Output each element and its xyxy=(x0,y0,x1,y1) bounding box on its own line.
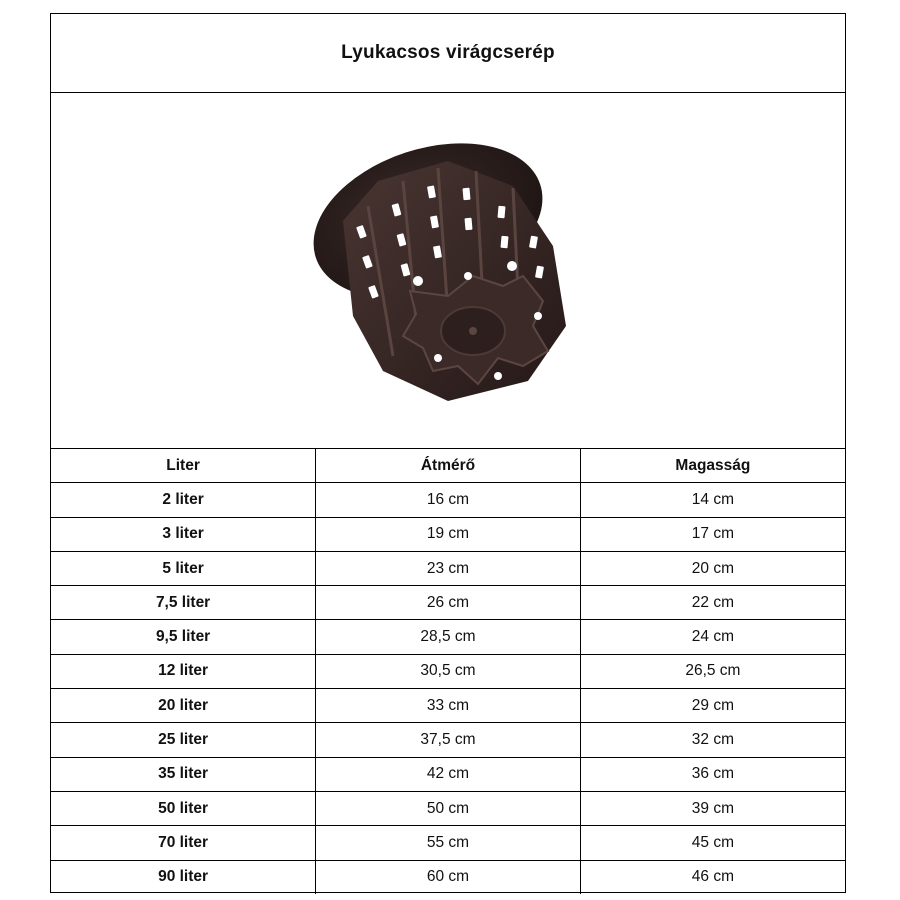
cell-height: 22 cm xyxy=(580,586,845,620)
cell-diameter: 28,5 cm xyxy=(316,620,581,654)
cell-liter: 20 liter xyxy=(51,689,316,723)
cell-liter: 35 liter xyxy=(51,757,316,791)
cell-liter: 5 liter xyxy=(51,551,316,585)
cell-diameter: 37,5 cm xyxy=(316,723,581,757)
cell-height: 46 cm xyxy=(580,860,845,894)
cell-height: 24 cm xyxy=(580,620,845,654)
cell-diameter: 16 cm xyxy=(316,483,581,517)
table-row xyxy=(51,723,845,757)
size-table xyxy=(51,449,845,894)
cell-diameter: 42 cm xyxy=(316,757,581,791)
product-image-cell xyxy=(51,93,845,449)
cell-liter: 7,5 liter xyxy=(51,586,316,620)
cell-liter: 50 liter xyxy=(51,791,316,825)
cell-diameter: 50 cm xyxy=(316,791,581,825)
cell-diameter: 55 cm xyxy=(316,826,581,860)
table-row xyxy=(51,757,845,791)
header-diameter: Átmérő xyxy=(316,449,581,483)
page-title: Lyukacsos virágcserép xyxy=(51,14,845,93)
cell-diameter: 23 cm xyxy=(316,551,581,585)
table-row xyxy=(51,860,845,894)
table-row xyxy=(51,586,845,620)
perforated-pot-image xyxy=(298,126,598,416)
cell-height: 14 cm xyxy=(580,483,845,517)
table-row xyxy=(51,517,845,551)
table-row xyxy=(51,791,845,825)
cell-height: 20 cm xyxy=(580,551,845,585)
table-header-row xyxy=(51,449,845,483)
header-height: Magasság xyxy=(580,449,845,483)
cell-liter: 3 liter xyxy=(51,517,316,551)
cell-diameter: 60 cm xyxy=(316,860,581,894)
table-row xyxy=(51,620,845,654)
cell-liter: 90 liter xyxy=(51,860,316,894)
header-liter: Liter xyxy=(166,456,200,474)
cell-height: 36 cm xyxy=(580,757,845,791)
cell-height: 39 cm xyxy=(580,791,845,825)
cell-height: 32 cm xyxy=(580,723,845,757)
cell-diameter: 26 cm xyxy=(316,586,581,620)
table-row xyxy=(51,551,845,585)
cell-height: 26,5 cm xyxy=(580,654,845,688)
cell-liter: 25 liter xyxy=(51,723,316,757)
cell-liter: 70 liter xyxy=(51,826,316,860)
cell-liter: 12 liter xyxy=(51,654,316,688)
cell-diameter: 30,5 cm xyxy=(316,654,581,688)
cell-diameter: 33 cm xyxy=(316,689,581,723)
product-sheet xyxy=(50,13,846,893)
cell-height: 29 cm xyxy=(580,689,845,723)
table-row xyxy=(51,483,845,517)
table-row xyxy=(51,826,845,860)
cell-liter: 9,5 liter xyxy=(51,620,316,654)
cell-diameter: 19 cm xyxy=(316,517,581,551)
cell-liter: 2 liter xyxy=(51,483,316,517)
cell-height: 17 cm xyxy=(580,517,845,551)
cell-height: 45 cm xyxy=(580,826,845,860)
table-row xyxy=(51,689,845,723)
table-row xyxy=(51,654,845,688)
